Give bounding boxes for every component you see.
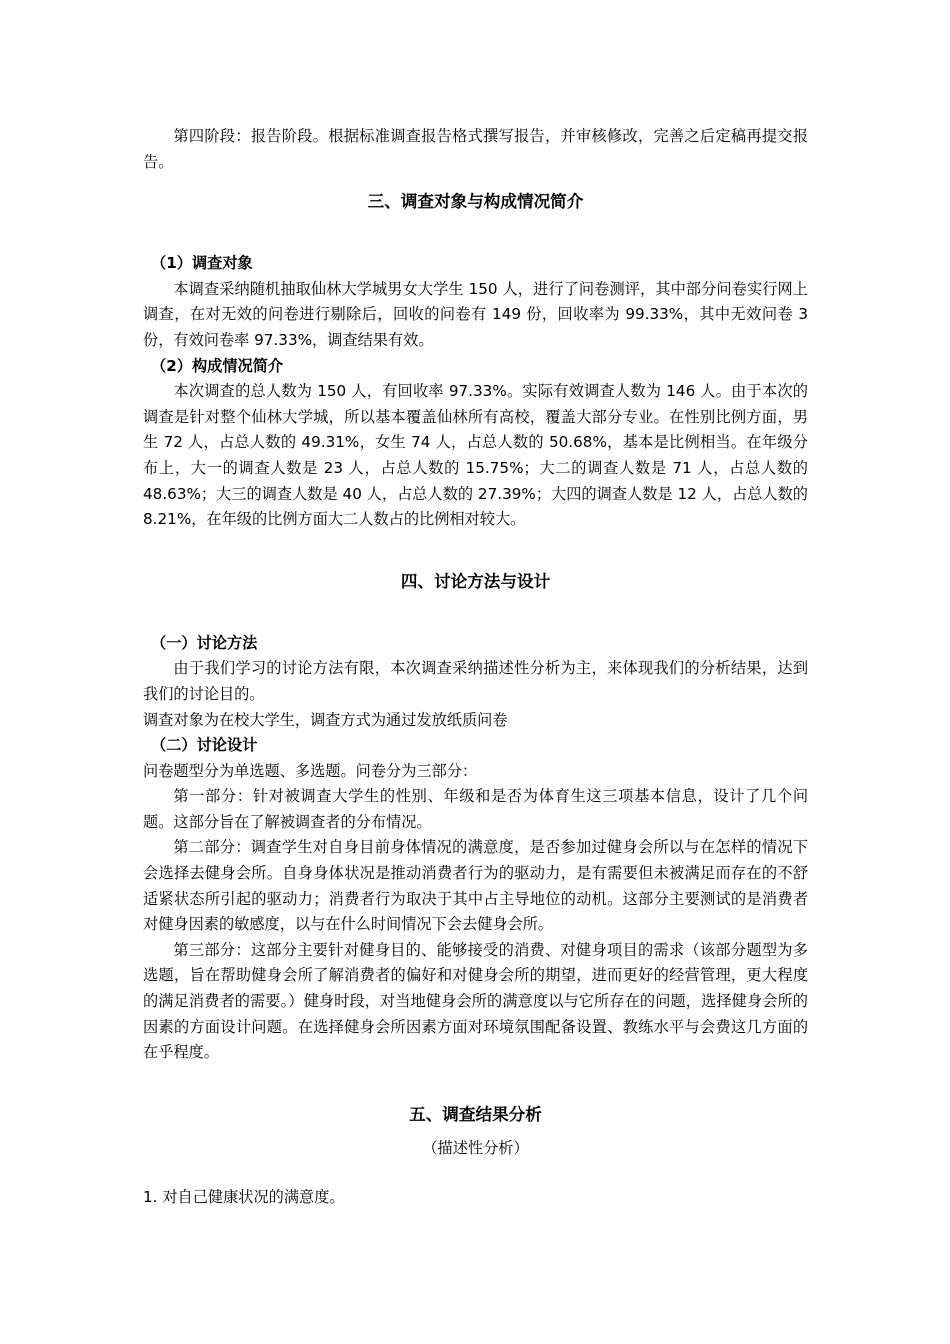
section4-sub1-text: 由于我们学习的讨论方法有限，本次调查采纳描述性分析为主，来体现我们的分析结果，达到我们的讨论目的。 bbox=[143, 659, 808, 703]
section3-sub1-text: 本调查采纳随机抽取仙林大学城男女大学生 150 人，进行了问卷测评，其中部分问卷实行网上调查，在对无效的问卷进行剔除后，回收的问卷有 149 份，回收率为 99.33%，其中无效问卷 3 份，有效问卷率 97.33%，调查结果有效。 bbox=[143, 279, 808, 349]
section3-sub2-title: （2）构成情况简介 bbox=[151, 356, 284, 375]
section4-sub1-note: 调查对象为在校大学生，调查方式为通过发放纸质问卷 bbox=[143, 710, 508, 729]
section4-title: 四、讨论方法与设计 bbox=[400, 571, 551, 591]
section4-sub2-title: （二）讨论设计 bbox=[151, 736, 258, 755]
section3-title: 三、调查对象与构成情况简介 bbox=[367, 192, 584, 212]
stage4-paragraph: 第四阶段：报告阶段。根据标准调查报告格式撰写报告，并审核修改，完善之后定稿再提交报告。 bbox=[143, 127, 808, 171]
section5-item1: 1. 对自己健康状况的满意度。 bbox=[143, 1188, 345, 1207]
section3-sub1-title: （1）调查对象 bbox=[151, 254, 253, 273]
section5-title: 五、调查结果分析 bbox=[409, 1104, 542, 1124]
section5-subtitle: （描述性分析） bbox=[422, 1138, 529, 1157]
section4-part2: 第二部分：调查学生对自身目前身体情况的满意度，是否参加过健身会所以与在怎样的情况下会选择去健身会所。自身身体状况是推动消费者行为的驱动力，是有需要但未被满足而存在的不舒适紧状态所引起的驱动力；消费者行为取决于其中占主导地位的动机。这部分主要测试的是消费者对健身因素的敏感度，以与在什么时间情况下会去健身会所。 bbox=[143, 838, 808, 934]
section4-part1: 第一部分：针对被调查大学生的性别、年级和是否为体育生这三项基本信息，设计了几个问题。这部分旨在了解被调查者的分布情况。 bbox=[143, 787, 808, 831]
section4-part3: 第三部分：这部分主要针对健身目的、能够接受的消费、对健身项目的需求（该部分题型为多选题，旨在帮助健身会所了解消费者的偏好和对健身会所的期望，进而更好的经营管理，更大程度的满足消费者的需要。）健身时段，对当地健身会所的满意度以与它所存在的问题，选择健身会所的因素的方面设计问题。在选择健身会所因素方面对环境氛围配备设置、教练水平与会费这几方面的在乎程度。 bbox=[143, 940, 808, 1062]
section4-sub2-intro: 问卷题型分为单选题、多选题。问卷分为三部分： bbox=[143, 761, 478, 780]
section3-sub2-text: 本次调查的总人数为 150 人，有回收率 97.33%。实际有效调查人数为 146 人。由于本次的调查是针对整个仙林大学城，所以基本覆盖仙林所有高校，覆盖大部分专业。在性别比例方面，男生 72 人，占总人数的 49.31%，女生 74 人，占总人数的 50.68%，基本是比例相当。在年级分布上，大一的调查人数是 23 人，占总人数的 15.75%；大二的调查人数是 71 人，占总人数的 48.63%；大三的调查人数是 40 人，占总人数的 27.39%；大四的调查人数是 12 人，占总人数的 8.21%，在年级的比例方面大二人数占的比例相对较大。 bbox=[143, 382, 808, 529]
document-page bbox=[143, 124, 808, 1211]
section4-sub1-title: （一）讨论方法 bbox=[151, 633, 258, 652]
